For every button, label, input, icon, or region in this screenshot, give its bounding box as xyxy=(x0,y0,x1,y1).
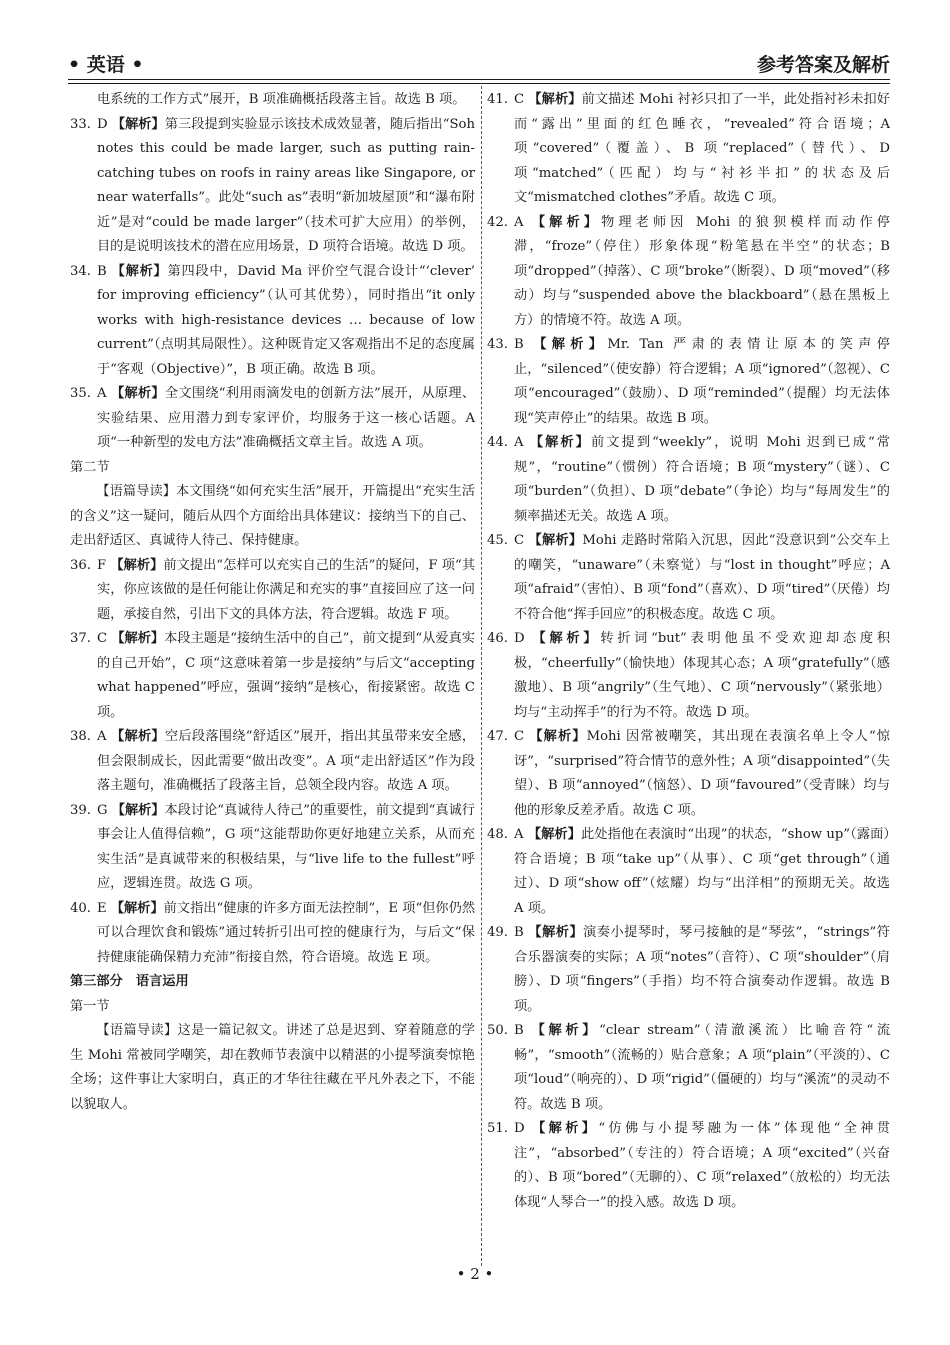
analysis-text: “仿佛与小提琴融为一体”体现他“全神贯注”，“absorbed”（专注的）符合语境；A 项“excited”（兴奋的）、B 项“bored”（无聊的）、C 项“relaxed”（放松的）均无法体现“人琴合一”的投入感。故选 D 项。 xyxy=(514,1121,890,1210)
answer-item xyxy=(70,897,475,971)
analysis-text: Mohi 因常被嘲笑，其出现在表演名单上令人“惊讶”，“surprised”符合情节的意外性；A 项“disappointed”（失望）、B 项“annoyed”（恼怒）、D 项“favoured”（受青睐）均与他的形象反差矛盾。故选 C 项。 xyxy=(514,729,890,818)
answer-letter: A xyxy=(97,386,107,401)
question-number: 40. xyxy=(70,900,91,916)
analysis-text: 前文描述 Mohi 衬衫只扣了一半，此处指衬衫未扣好而“露出”里面的红色睡衣，“revealed”符合语境；A 项“covered”（覆盖）、B 项“replaced”（替代）、D 项“matched”（匹配）均与“衬衫半扣”的状态及后文“mismatched clothes”矛盾。故选 C 项。 xyxy=(514,92,890,205)
question-number: 51. xyxy=(487,1121,508,1136)
analysis-text: 前文提出“怎样可以充实自己的生活”的疑问，F 项“其实，你应该做的是任何能让你满足和充实的事”直接回应了这一问题，承接自然，引出下文的具体方法，符合逻辑。故选 F 项。 xyxy=(97,557,476,622)
analysis-tag: 【解析】 xyxy=(528,925,584,940)
analysis-text: 空后段落围绕“舒适区”展开，指出其虽带来安全感，但会限制成长，因此需要“做出改变”。A 项“走出舒适区”作为段落主题句，准确概括了段落主旨，总领全段内容。故选 A 项。 xyxy=(97,729,476,793)
analysis-text: Mr. Tan 严肃的表情让原本的笑声停止，“silenced”（使安静）符合逻辑；A 项“ignored”（忽视）、C 项“encouraged”（鼓励）、D 项“reminded”（提醒）均无法体现“笑声停止”的结果。故选 B 项。 xyxy=(514,337,890,426)
subject-label: • 英语 • xyxy=(68,54,144,76)
question-number: 48. xyxy=(487,827,508,842)
answer-item xyxy=(70,113,475,260)
answer-letter: A xyxy=(514,214,524,230)
analysis-tag: 【解析】 xyxy=(110,557,164,573)
page-title: 参考答案及解析 xyxy=(756,54,890,76)
analysis-tag: 【解析】 xyxy=(531,214,602,230)
section-subheading: 第二节 xyxy=(70,459,110,475)
analysis-text: 全文围绕“利用雨滴发电的创新方法”展开，从原理、实验结果、应用潜力到专家评价，均服务于这一核心话题。A 项“一种新型的发电方法”准确概括文章主旨。故选 A 项。 xyxy=(97,386,476,450)
page-header xyxy=(68,50,890,80)
analysis-tag: 【解析】 xyxy=(529,729,587,744)
analysis-tag: 【解析】 xyxy=(531,1023,600,1038)
answer-item xyxy=(487,431,890,529)
analysis-tag: 【解析】 xyxy=(532,1121,599,1136)
header-rule xyxy=(68,79,890,80)
analysis-text: 演奏小提琴时，琴弓接触的是“琴弦”，“strings”符合乐器演奏的实际；A 项“notes”（音符）、C 项“shoulder”（肩膀）、D 项“fingers”（手指）均不符合演奏动作逻辑。故选 B 项。 xyxy=(514,925,890,1014)
analysis-tag: 【解析】 xyxy=(527,827,582,842)
analysis-tag: 【解析】 xyxy=(111,631,165,646)
answer-letter: D xyxy=(97,116,108,132)
answer-item xyxy=(487,725,890,823)
answer-item xyxy=(487,88,890,211)
analysis-text: 前文指出“健康的许多方面无法控制”，E 项“但你仍然可以合理饮食和锻炼”通过转折引出可控的健康行为，与后文“保持健康能确保精力充沛”衔接自然，符合语境。故选 E 项。 xyxy=(97,900,476,965)
question-number: 36. xyxy=(70,557,91,573)
answer-item xyxy=(487,627,890,725)
answer-item xyxy=(487,333,890,431)
left-column xyxy=(70,88,475,1117)
question-number: 38. xyxy=(70,729,91,744)
answer-letter: C xyxy=(514,729,525,744)
answer-letter: B xyxy=(514,337,524,352)
analysis-text: Mohi 走路时常陷入沉思，因此“没意识到”公交车上的嘲笑，“unaware”（未察觉）与“lost in thought”呼应；A 项“afraid”（害怕）、B 项“fond”（喜欢）、D 项“tired”（厌倦）均不符合他“挥手回应”的积极态度。故选 C 项。 xyxy=(514,533,891,622)
analysis-tag: 【解析】 xyxy=(528,533,583,548)
column-divider xyxy=(481,86,482,1266)
analysis-text: 第四段中，David Ma 评价空气混合设计“‘clever’ for improving efficiency”（认可其优势），同时指出“it only works with high-resistance devices … because of low current”（点明其局限性）。这种既肯定又客观指出不足的态度属于“客观（Objective）”，B 项正确。故选 B 项。 xyxy=(97,263,475,377)
analysis-text: 本段讨论“真诚待人待己”的重要性，前文提到“真诚行事会让人值得信赖”，G 项“这能帮助你更好地建立关系，从而充实生活”是真诚带来的积极结果，与“live life to the fullest”呼应，逻辑连贯。故选 G 项。 xyxy=(97,802,475,891)
analysis-tag: 【解析】 xyxy=(110,900,164,916)
question-number: 39. xyxy=(70,802,91,818)
analysis-tag: 【解析】 xyxy=(529,435,591,450)
guide-paragraph: 【语篇导读】这是一篇记叙文。讲述了总是迟到、穿着随意的学生 Mohi 常被同学嘲笑，却在教师节表演中以精湛的小提琴演奏惊艳全场；这件事让大家明白，真正的才华往往藏在平凡外表之下，不能以貌取人。 xyxy=(70,1023,475,1112)
header-rule-thin xyxy=(68,83,890,84)
analysis-tag: 【解析】 xyxy=(111,802,165,818)
answer-item xyxy=(70,554,475,628)
analysis-tag: 【解析】 xyxy=(111,386,165,401)
answer-letter: C xyxy=(514,533,525,548)
question-number: 42. xyxy=(487,214,508,230)
analysis-text: “clear stream”（清澈溪流）比喻音符“流畅”，“smooth”（流畅的）贴合意象；A 项“plain”（平淡的）、C 项“loud”（响亮的）、D 项“rigid”（僵硬的）均与“溪流”的灵动不符。故选 B 项。 xyxy=(514,1023,891,1112)
question-number: 46. xyxy=(487,631,508,646)
answer-item xyxy=(487,1019,890,1117)
answer-letter: E xyxy=(97,900,107,916)
question-number: 44. xyxy=(487,435,508,450)
answer-item xyxy=(487,211,890,334)
continued-text: 电系统的工作方式”展开，B 项准确概括段落主旨。故选 B 项。 xyxy=(97,92,466,107)
answer-item xyxy=(487,921,890,1019)
question-number: 47. xyxy=(487,729,508,744)
analysis-tag: 【解析】 xyxy=(532,631,601,646)
answer-letter: B xyxy=(514,1023,524,1038)
question-number: 50. xyxy=(487,1023,508,1038)
analysis-text: 第三段提到实验显示该技术成效显著，随后指出“Soh notes this could be made larger, such as putting rain-catching tubes on roofs in rainy areas like Singapore, or near waterfalls”。此处“such as”表明“新加坡屋顶”和“瀑布附近”是对“could be made larger”（技术可扩大应用）的举例，目的是说明该技术的潜在应用场景，D 项符合语境。故选 D 项。 xyxy=(97,116,475,254)
answer-item xyxy=(70,725,475,799)
analysis-tag: 【解析】 xyxy=(528,92,582,107)
question-number: 37. xyxy=(70,631,91,646)
answer-letter: C xyxy=(97,631,108,646)
answer-item xyxy=(487,823,890,921)
answer-letter: A xyxy=(97,729,107,744)
answer-letter: B xyxy=(97,263,107,279)
answer-letter: D xyxy=(514,631,525,646)
question-number: 34. xyxy=(70,263,91,279)
analysis-tag: 【解析】 xyxy=(111,263,168,279)
question-number: 35. xyxy=(70,386,91,401)
question-number: 43. xyxy=(487,337,508,352)
answer-item xyxy=(487,1117,890,1215)
answer-letter: A xyxy=(514,827,524,842)
section-heading: 第三部分 语言运用 xyxy=(70,974,189,989)
answer-item xyxy=(70,382,475,456)
analysis-tag: 【解析】 xyxy=(111,729,165,744)
answer-item xyxy=(70,627,475,725)
answer-letter: B xyxy=(514,925,524,940)
answer-letter: C xyxy=(514,92,525,107)
analysis-text: 转折词“but”表明他虽不受欢迎却态度积极，“cheerfully”（愉快地）体现其心态；A 项“gratefully”（感激地）、B 项“angrily”（生气地）、C 项“nervously”（紧张地）均与“主动挥手”的行为不符。故选 D 项。 xyxy=(514,631,891,720)
answer-letter: A xyxy=(514,435,524,450)
answer-letter: F xyxy=(97,557,107,573)
answer-item xyxy=(70,799,475,897)
answer-letter: G xyxy=(97,802,108,818)
answer-item xyxy=(487,529,890,627)
guide-paragraph: 【语篇导读】本文围绕“如何充实生活”展开，开篇提出“充实生活的含义”这一疑问，随后从四个方面给出具体建议：接纳当下的自己、走出舒适区、真诚待人待己、保持健康。 xyxy=(70,484,475,548)
analysis-text: 此处指他在表演时“出现”的状态，“show up”（露面）符合语境；B 项“take up”（从事）、C 项“get through”（通过）、D 项“show off”（炫耀）均与“出洋相”的预期无关。故选 A 项。 xyxy=(514,827,891,916)
question-number: 45. xyxy=(487,533,508,548)
analysis-text: 物理老师因 Mohi 的狼狈模样而动作停滞，“froze”（停住）形象体现“粉笔悬在半空”的状态；B 项“dropped”（掉落）、C 项“broke”（断裂）、D 项“moved”（移动）均与“suspended above the blackboard”（悬在黑板上方）的情境不符。故选 A 项。 xyxy=(514,214,890,328)
answer-letter: D xyxy=(514,1121,525,1136)
question-number: 33. xyxy=(70,116,91,132)
right-column xyxy=(487,88,890,1215)
analysis-tag: 【解析】 xyxy=(111,116,165,132)
question-number: 49. xyxy=(487,925,508,940)
question-number: 41. xyxy=(487,92,508,107)
section-subheading: 第一节 xyxy=(70,998,110,1014)
analysis-tag: 【解析】 xyxy=(533,337,608,352)
answer-item xyxy=(70,260,475,383)
page-number: • 2 • xyxy=(456,1265,494,1283)
analysis-text: 前文提到“weekly”，说明 Mohi 迟到已成“常规”，“routine”（惯例）符合语境；B 项“mystery”（谜）、C 项“burden”（负担）、D 项“debate”（争论）均与“每周发生”的频率描述无关。故选 A 项。 xyxy=(514,435,890,524)
analysis-text: 本段主题是“接纳生活中的自己”，前文提到“从爱真实的自己开始”，C 项“这意味着第一步是接纳”与后文“accepting what happened”呼应，强调“接纳”是核心，衔接紧密。故选 C 项。 xyxy=(97,631,475,720)
